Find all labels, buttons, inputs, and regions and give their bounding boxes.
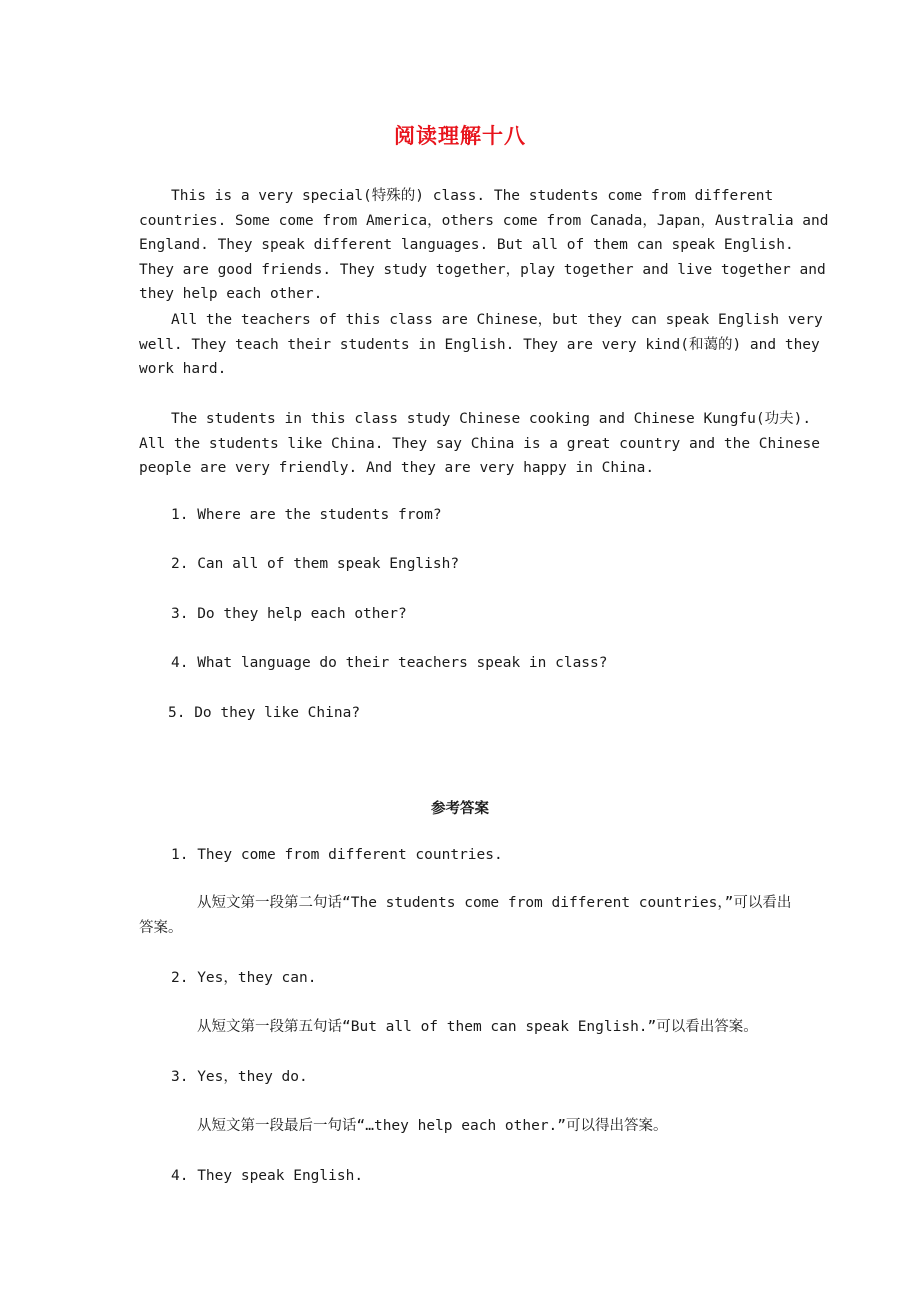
passage-paragraph-2-text: All the teachers of this class are Chinese，but they can speak English very well. They teach their students in English. They are very kind(和蔼的) and they work hard. (139, 312, 823, 378)
passage-paragraph-1-text: This is a very special(特殊的) class. The students come from different countries. Some come from America，others come from Canada，Japan，Australia and England. They speak different languages. But all of them can speak English. They are good friends. They study together，play together and live together and they help each other. (139, 188, 829, 303)
explanation-1 (139, 891, 799, 940)
answer-4: 4. They speak English. (171, 1168, 364, 1184)
question-5: 5. Do they like China? (168, 705, 361, 721)
explanation-3-text: 从短文第一段最后一句话“…they help each other.”可以得出答案。 (197, 1118, 668, 1134)
question-3: 3. Do they help each other? (171, 606, 407, 622)
passage-paragraph-3-text: The students in this class study Chinese cooking and Chinese Kungfu(功夫). All the students like China. They say China is a great country and the Chinese people are very friendly. And they are very happy in China. (139, 411, 820, 477)
passage-paragraph-1 (139, 184, 829, 307)
explanation-2 (139, 1015, 799, 1040)
answer-2: 2. Yes，they can. (171, 970, 317, 986)
explanation-2-text: 从短文第一段第五句话“But all of them can speak English.”可以看出答案。 (197, 1019, 758, 1035)
explanation-1-text: 从短文第一段第二句话“The students come from different countries，”可以看出答案。 (139, 895, 792, 936)
answer-heading: 参考答案 (431, 801, 489, 817)
passage-paragraph-3 (139, 407, 829, 481)
question-4: 4. What language do their teachers speak in class? (171, 655, 608, 671)
question-1: 1. Where are the students from? (171, 507, 442, 523)
answer-1: 1. They come from different countries. (171, 847, 503, 863)
question-2: 2. Can all of them speak English? (171, 556, 460, 572)
page-title: 阅读理解十八 (394, 123, 526, 148)
explanation-3 (139, 1114, 799, 1139)
answer-3: 3. Yes，they do. (171, 1069, 308, 1085)
passage-paragraph-2 (139, 308, 829, 382)
